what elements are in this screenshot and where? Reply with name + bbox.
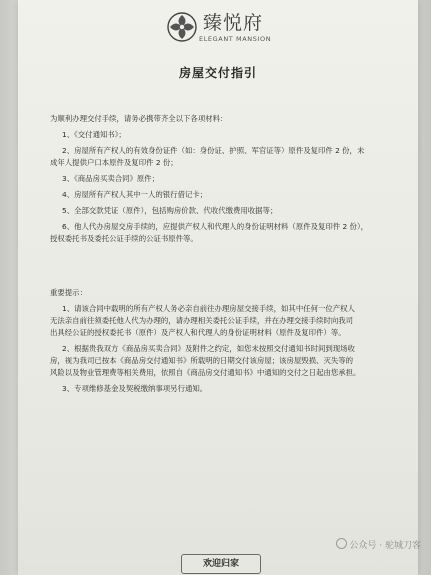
notice-line: 1、请该合同中载明的所有产权人务必亲自前往办理房屋交接手续，如其中任何一位产权人 <box>62 304 355 313</box>
list-item: 成年人提供户口本原件及复印件 2 份； <box>50 158 178 167</box>
wechat-icon <box>336 538 347 549</box>
notice-line: 房，视为我司已按本《商品房交付通知书》所载明的日期交付该房屋；该房屋毁损、灭失等的 <box>50 356 354 365</box>
intro-text: 为顺利办理交付手续，请务必携带齐全以下各项材料： <box>50 114 228 123</box>
list-item: 6、他人代办房屋交房手续的，应提供产权人和代理人的身份证明材料（原件及复印件 2 份）， <box>62 222 369 231</box>
list-item: 3、《商品房买卖合同》原件； <box>62 174 160 183</box>
watermark <box>336 538 421 551</box>
notice-line: 3、专项维修基金及契税缴纳事项另行通知。 <box>62 384 208 393</box>
list-item: 授权委托书及委托公证手续的公证书原件等。 <box>50 234 198 243</box>
brand-logo <box>167 10 307 54</box>
list-item: 1、《交付通知书》； <box>62 130 126 139</box>
notice-line: 无法亲自前往须委托他人代为办理的，请办理相关委托公证手续，并在办理交接手续时向我司 <box>50 316 354 325</box>
notice-line: 风险以及物业管理费等相关费用，依照自《商品房交付通知书》中通知的交付之日起由您承担。 <box>50 368 361 377</box>
flower-logo-icon <box>167 12 197 42</box>
brand-name-cn: 臻悦府 <box>203 12 264 34</box>
list-item: 4、房屋所有产权人其中一人的银行借记卡； <box>62 190 208 199</box>
watermark-text: 公众号 · 驼城刀客 <box>349 541 421 551</box>
brand-name-en: ELEGANT MANSION <box>199 35 272 43</box>
document-title: 房屋交付指引 <box>178 66 257 80</box>
list-item: 5、全部交款凭证（原件），包括购房价款、代收代缴费用收据等； <box>62 206 278 215</box>
notice-line: 2、根据贵我双方《商品房买卖合同》及附件之约定，如您未按照交付通知书时间到现场收 <box>62 344 355 353</box>
welcome-home-stamp: 欢迎归家 <box>181 554 261 574</box>
notice-line: 出具经公证的授权委托书（原件）及产权人和代理人的身份证明材料（原件及复印件）等。 <box>50 328 346 337</box>
document-page <box>18 0 418 575</box>
notice-title: 重要提示： <box>50 288 87 297</box>
list-item: 2、房屋所有产权人的有效身份证件（如：身份证、护照、军官证等）原件及复印件 2 份，未 <box>62 146 365 155</box>
